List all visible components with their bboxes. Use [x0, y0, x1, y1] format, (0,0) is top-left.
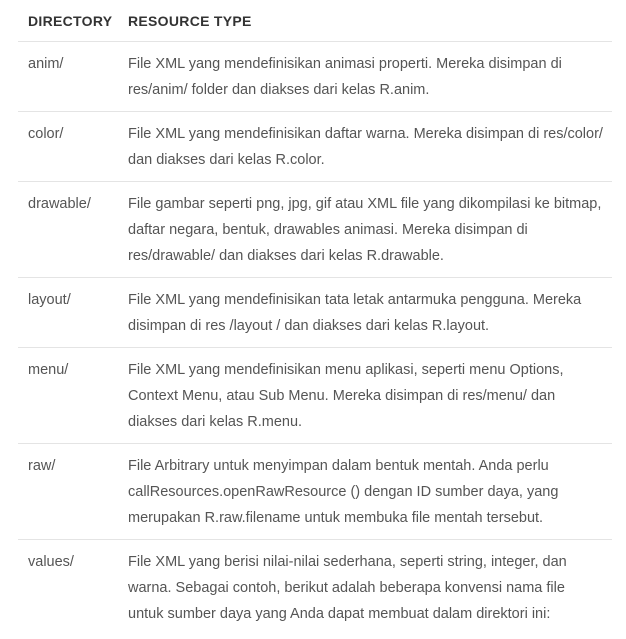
table-row — [18, 540, 612, 636]
directory-cell: layout/ — [18, 278, 118, 348]
table-row — [18, 278, 612, 348]
resource-directory-table — [18, 0, 612, 635]
directory-cell: menu/ — [18, 348, 118, 444]
resource-type-cell: File XML yang mendefinisikan animasi properti. Mereka disimpan di res/anim/ folder dan diakses dari kelas R.anim. — [118, 42, 612, 112]
table-row — [18, 444, 612, 540]
resource-type-cell: File XML yang berisi nilai-nilai sederhana, seperti string, integer, dan warna. Sebagai contoh, berikut adalah beberapa konvensi nama file untuk sumber daya yang Anda dapat membuat dalam direktori ini: — [128, 554, 567, 622]
resource-type-cell: File XML yang mendefinisikan menu aplikasi, seperti menu Options, Context Menu, atau Sub Menu. Mereka disimpan di res/menu/ dan diakses dari kelas R.menu. — [118, 348, 612, 444]
directory-cell: drawable/ — [18, 182, 118, 278]
resource-type-column-header: RESOURCE TYPE — [118, 0, 612, 42]
resource-type-cell: File XML yang mendefinisikan tata letak antarmuka pengguna. Mereka disimpan di res /layout / dan diakses dari kelas R.layout. — [118, 278, 612, 348]
directory-cell: anim/ — [18, 42, 118, 112]
resource-type-cell: File Arbitrary untuk menyimpan dalam bentuk mentah. Anda perlu callResources.openRawResource () dengan ID sumber daya, yang merupakan R.raw.filename untuk membuka file mentah tersebut. — [118, 444, 612, 540]
table-row — [18, 42, 612, 112]
table-row — [18, 112, 612, 182]
resource-type-cell: File gambar seperti png, jpg, gif atau XML file yang dikompilasi ke bitmap, daftar negara, bentuk, drawables animasi. Mereka disimpan di res/drawable/ dan diakses dari kelas R.drawable. — [118, 182, 612, 278]
table-row — [18, 348, 612, 444]
table-header-row — [18, 0, 612, 42]
table-row — [18, 182, 612, 278]
directory-column-header: DIRECTORY — [18, 0, 118, 42]
directory-cell: raw/ — [18, 444, 118, 540]
resource-type-cell: File XML yang mendefinisikan daftar warna. Mereka disimpan di res/color/ dan diakses dari kelas R.color. — [118, 112, 612, 182]
directory-cell: color/ — [18, 112, 118, 182]
directory-cell: values/ — [28, 554, 74, 570]
